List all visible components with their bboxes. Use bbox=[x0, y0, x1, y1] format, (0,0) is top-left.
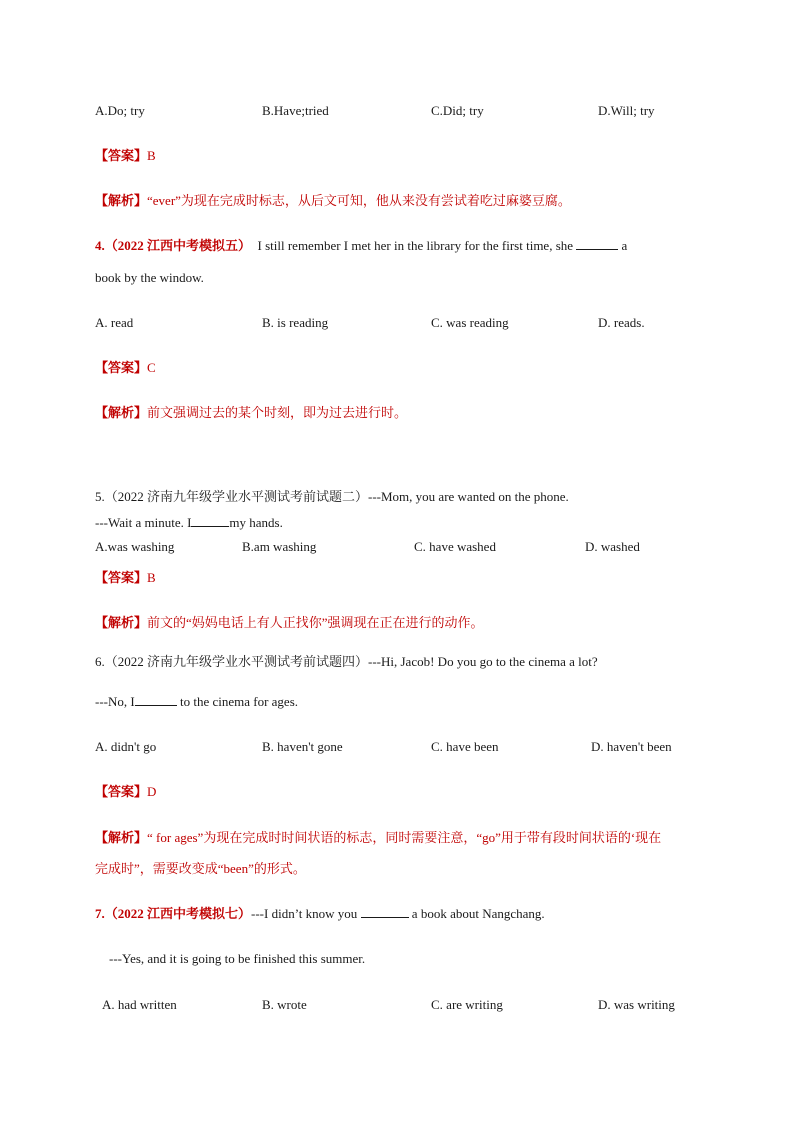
q5-line2-before: ---Wait a minute. I bbox=[95, 515, 192, 530]
q6-option-b: B. haven't gone bbox=[262, 739, 343, 754]
q7-stem-after: a book about Nangchang. bbox=[411, 906, 545, 921]
q7-stem-before: ---I didn’t know you bbox=[251, 906, 358, 921]
q3-option-d: D.Will; try bbox=[598, 103, 655, 118]
analysis-text: 前文的“妈妈电话上有人正找你”强调现在正在进行的动作。 bbox=[147, 615, 484, 630]
q4-stem-text: I still remember I met her in the library for the first time, she bbox=[257, 238, 574, 253]
answer-tag: 【答案】 bbox=[95, 148, 148, 163]
q5-line2-after: my hands. bbox=[229, 515, 283, 530]
q7-option-a: A. had written bbox=[102, 997, 177, 1012]
q4-stem-after: a bbox=[621, 238, 628, 253]
q7-prefix: 7.（2022 江西中考模拟七） bbox=[95, 906, 252, 921]
q4-analysis bbox=[95, 404, 407, 422]
answer-blank bbox=[361, 905, 409, 918]
q7-option-d: D. was writing bbox=[598, 997, 675, 1012]
answer-value: B bbox=[147, 570, 156, 585]
answer-value: D bbox=[147, 784, 157, 799]
q6-prefix: 6.（2022 济南九年级学业水平测试考前试题四） bbox=[95, 654, 369, 669]
q4-option-b: B. is reading bbox=[262, 315, 329, 330]
q5-answer bbox=[95, 569, 156, 587]
answer-value: C bbox=[147, 360, 156, 375]
q3-option-c: C.Did; try bbox=[431, 103, 484, 118]
answer-tag: 【答案】 bbox=[95, 570, 148, 585]
analysis-tag: 【解析】 bbox=[95, 615, 148, 630]
answer-value: B bbox=[147, 148, 156, 163]
analysis-tag: 【解析】 bbox=[95, 193, 148, 208]
answer-tag: 【答案】 bbox=[95, 360, 148, 375]
q6-analysis-line2: 完成时”，需要改变成“been”的形式。 bbox=[95, 861, 306, 876]
answer-blank bbox=[191, 514, 229, 527]
q7-stem bbox=[95, 905, 545, 923]
q6-stem-line2 bbox=[95, 693, 298, 711]
q3-answer bbox=[95, 147, 156, 165]
answer-tag: 【答案】 bbox=[95, 784, 148, 799]
q4-stem bbox=[95, 237, 627, 255]
q7-option-b: B. wrote bbox=[262, 997, 307, 1012]
q6-line2-after: to the cinema for ages. bbox=[179, 694, 299, 709]
q5-option-a: A.was washing bbox=[95, 539, 175, 554]
analysis-tag: 【解析】 bbox=[95, 830, 148, 845]
q5-prefix: 5.（2022 济南九年级学业水平测试考前试题二） bbox=[95, 489, 369, 504]
q6-stem-text: ---Hi, Jacob! Do you go to the cinema a lot? bbox=[368, 654, 598, 669]
q4-stem-line2: book by the window. bbox=[95, 270, 204, 285]
q4-option-a: A. read bbox=[95, 315, 134, 330]
q5-stem-line2 bbox=[95, 514, 283, 532]
q5-analysis bbox=[95, 614, 484, 632]
q5-option-d: D. washed bbox=[585, 539, 640, 554]
q6-option-c: C. have been bbox=[431, 739, 499, 754]
q4-answer bbox=[95, 359, 156, 377]
q6-analysis bbox=[95, 829, 661, 847]
analysis-text: “ever”为现在完成时标志，从后文可知，他从来没有尝试着吃过麻婆豆腐。 bbox=[147, 193, 571, 208]
q4-option-d: D. reads. bbox=[598, 315, 645, 330]
analysis-tag: 【解析】 bbox=[95, 405, 148, 420]
analysis-text: “ for ages”为现在完成时时间状语的标志，同时需要注意，“go”用于带有段时间状语的‘现在 bbox=[147, 830, 662, 845]
q5-stem bbox=[95, 488, 569, 506]
answer-blank bbox=[135, 693, 177, 706]
q6-stem bbox=[95, 653, 598, 671]
q3-option-b: B.Have;tried bbox=[262, 103, 329, 118]
q5-option-b: B.am washing bbox=[242, 539, 317, 554]
q7-stem-line2: ---Yes, and it is going to be finished this summer. bbox=[109, 951, 366, 966]
q5-stem-text: ---Mom, you are wanted on the phone. bbox=[368, 489, 569, 504]
q6-option-d: D. haven't been bbox=[591, 739, 672, 754]
q4-option-c: C. was reading bbox=[431, 315, 509, 330]
q6-line2-before: ---No, I bbox=[95, 694, 135, 709]
q6-answer bbox=[95, 783, 156, 801]
q7-option-c: C. are writing bbox=[431, 997, 503, 1012]
analysis-text: 前文强调过去的某个时刻，即为过去进行时。 bbox=[147, 405, 408, 420]
q4-prefix: 4.（2022 江西中考模拟五） bbox=[95, 238, 252, 253]
answer-blank bbox=[576, 237, 618, 250]
q5-option-c: C. have washed bbox=[414, 539, 496, 554]
q3-option-a: A.Do; try bbox=[95, 103, 145, 118]
q6-option-a: A. didn't go bbox=[95, 739, 157, 754]
q3-analysis bbox=[95, 192, 571, 210]
